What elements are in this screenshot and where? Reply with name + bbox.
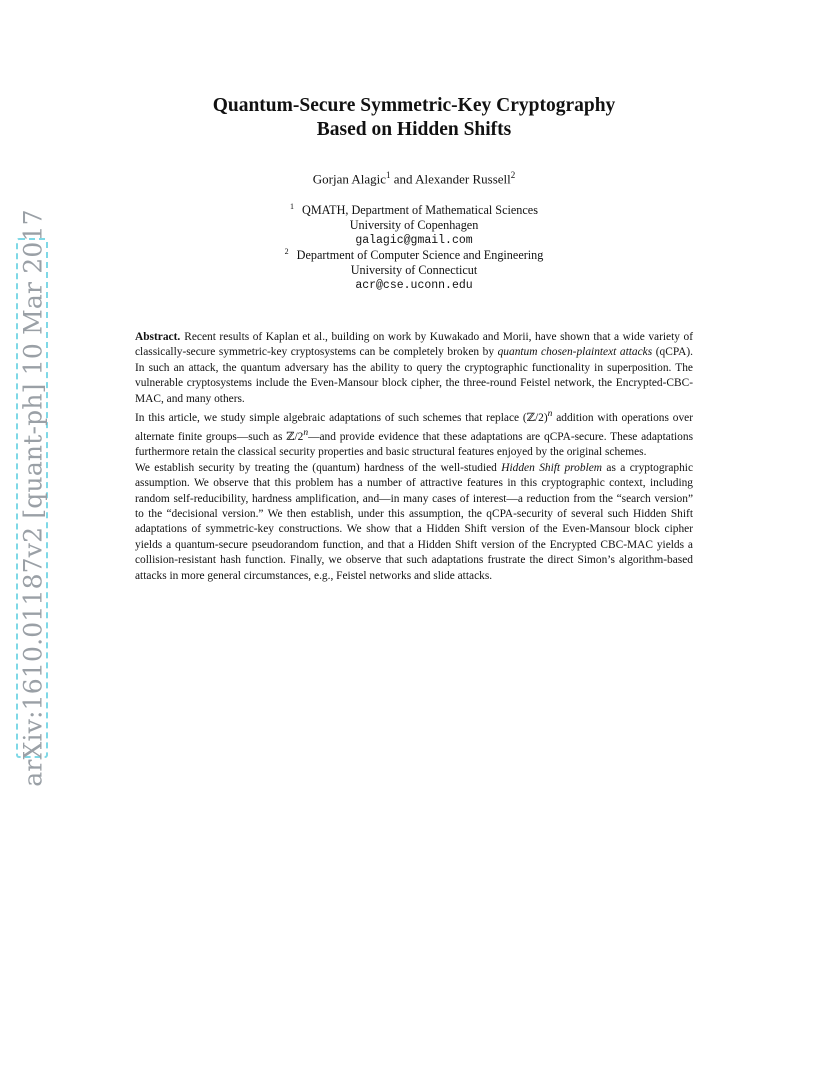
affiliation-mark: 1 [290, 202, 295, 211]
paper-title [0, 94, 828, 142]
title-line-1: Quantum-Secure Symmetric-Key Cryptography [212, 95, 616, 116]
affiliation-block [0, 244, 828, 293]
author-connector: and [390, 171, 416, 187]
author-email[interactable]: galagic@gmail.com [355, 234, 473, 248]
title-line-2: Based on Hidden Shifts [316, 119, 512, 140]
affiliation-line: University of Connecticut [350, 263, 478, 278]
abstract-label: Abstract. [135, 331, 181, 343]
author-email[interactable]: acr@cse.uconn.edu [355, 279, 473, 293]
abstract [135, 330, 693, 584]
affiliation-mark: 2 [284, 247, 289, 256]
abstract-paragraph: In this article, we study simple algebraic adaptations of such schemes that replace (ℤ/2)$^n$ addition with operations over alternate finite groups—such as ℤ/2$^n$—and provide evidence that these adaptations are qCPA-secure. These adaptations furthermore retain the classical security properties and basic structural features enjoyed by the original schemes. [135, 409, 694, 459]
affiliation-line: $^2$ Department of Computer Science and Engineering [284, 247, 544, 263]
author-affiliation-mark: 2 [510, 170, 516, 180]
abstract-paragraph: Abstract. Recent results of Kaplan et al., building on work by Kuwakado and Morii, have shown that a wide variety of classically-secure symmetric-key cryptosystems can be completely broken by quantum chosen-plaintext attacks (qCPA). In such an attack, the quantum adversary has the ability to query the cryptographic functionality in superposition. The vulnerable cryptosystems include the Even-Mansour block cipher, the three-round Feistel network, the Encrypted-CBC-MAC, and many others. [135, 331, 693, 405]
affiliation-line: University of Copenhagen [349, 218, 479, 233]
author-list [0, 170, 828, 187]
author-name: Gorjan Alagic [312, 171, 387, 187]
author-affiliation-mark: 1 [386, 170, 391, 180]
affiliation-block [0, 199, 828, 248]
affiliation-line: $^1$ QMATH, Department of Mathematical Sciences [290, 202, 538, 218]
arxiv-identifier-stamp: arXiv:1610.01187v2 [quant-ph] 10 Mar 2017 [18, 209, 48, 787]
author-name: Alexander Russell [415, 171, 511, 187]
abstract-paragraph: We establish security by treating the (quantum) hardness of the well-studied Hidden Shift problem as a cryptographic assumption. We observe that this problem has a number of attractive features in this cryptographic context, including random self-reducibility, hardness amplification, and—in many cases of interest—a reduction from the “search version” to the “decisional version.” We then establish, under this assumption, the qCPA-security of several such Hidden Shift adaptations of symmetric-key constructions. We show that a Hidden Shift version of the Even-Mansour block cipher yields a quantum-secure pseudorandom function, and that a Hidden Shift version of the Encrypted CBC-MAC yields a collision-resistant hash function. Finally, we observe that such adaptations frustrate the direct Simon’s algorithm-based attacks in more general circumstances, e.g., Feistel networks and slide attacks. [135, 461, 693, 582]
